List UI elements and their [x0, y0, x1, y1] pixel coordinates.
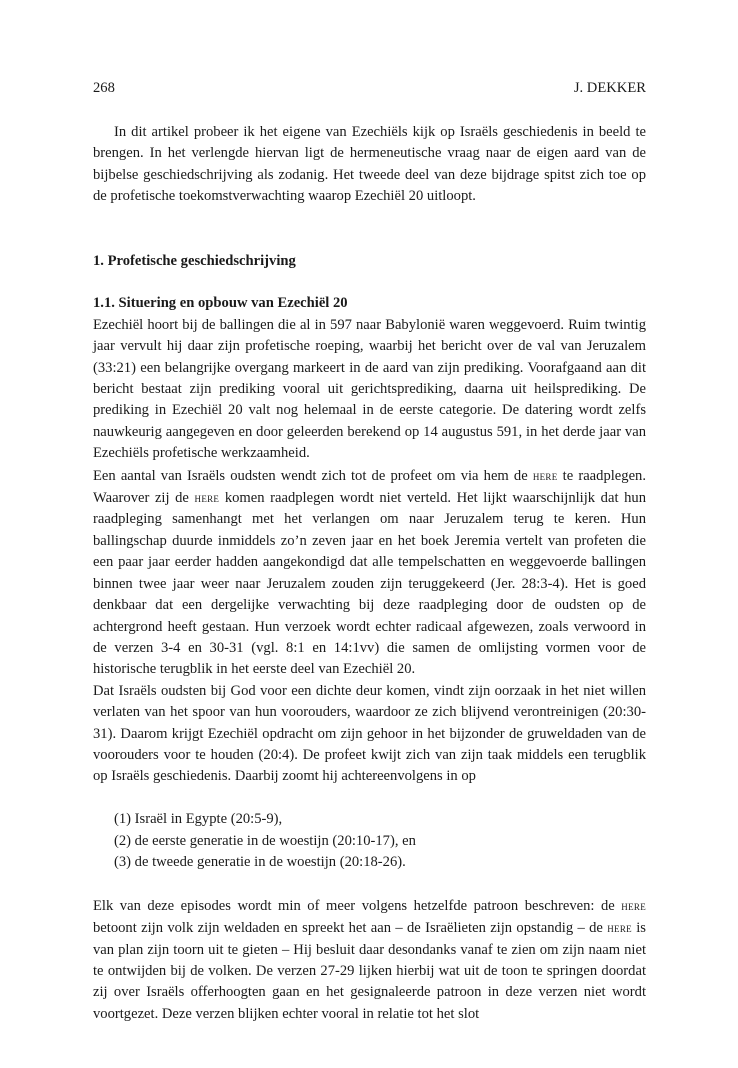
list-item: (2) de eerste generatie in de woestijn (20:10-17), en — [114, 832, 416, 849]
paragraph-2 — [93, 465, 646, 681]
intro-paragraph: In dit artikel probeer ik het eigene van Ezechiëls kijk op Israëls geschiedenis in beeld te brengen. In het verlengde hiervan ligt de hermeneutische vraag naar de eigen aard van de bijbelse geschiedschrijving als zodanig. Het tweede deel van deze bijdrage spitst zich toe op de profetische toekomstverwachting waarop Ezechiël 20 uitloopt. — [93, 124, 646, 205]
paragraph-2-text-b: te raadplegen. Waarover zij de — [93, 467, 646, 507]
paragraph-4-text-a: Elk van deze episodes wordt min of meer volgens hetzelfde patroon beschreven: de — [93, 897, 622, 914]
paragraph-1: Ezechiël hoort bij de ballingen die al in 597 naar Babylonië waren weggevoerd. Ruim twintig jaar vervult hij daar zijn profetische roeping, waarbij het bericht over de val van Jeruzalem (33:21) een belangrijke overgang markeert in de aard van zijn prediking. Voorafgaand aan dit bericht bestaat zijn prediking vooral uit gerichtsprediking, daarna uit heilsprediking. De prediking in Ezechiël 20 valt nog helemaal in de eerste categorie. De datering wordt zelfs nauwkeurig aangegeven en door geleerden berekend op 14 augustus 591, in het derde jaar van Ezechiëls profetische werkzaamheid. — [93, 316, 646, 462]
here-small-caps: here — [621, 897, 646, 913]
paragraph-4-text-c: is van plan zijn toorn uit te gieten – Hij besluit daar desondanks vanaf te zien om zijn naam niet te ontwijden bij de volken. De verzen 27-29 lijken hierbij wat uit de toon te springen doordat zij over Israëls offerhoogten gaan en het gesignaleerde patroon in deze verzen niet wordt voortgezet. Deze verzen blijken echter vooral in relatie tot het slot — [93, 920, 646, 1022]
page-content — [93, 78, 646, 1025]
here-small-caps: here — [607, 920, 632, 936]
paragraph-2-text-c: komen raadplegen wordt niet verteld. Het lijkt waarschijnlijk dat hun raadpleging samenhangt met het verlangen om naar Jeruzalem terug te keren. Hun ballingschap duurde inmiddels zo’n zeven jaar en het boek Jeremia vertelt van profeten die een paar jaar eerder hadden aangekondigd dat alle tempelschatten en weggevoerde ballingen binnen twee jaar weer naar Jeruzalem zouden zijn teruggekeerd (Jer. 28:3-4). Het is goed denkbaar dat een dergelijke verwachting bij deze raadpleging door de oudsten op de achtergrond heeft gestaan. Hun verzoek wordt echter radicaal afgewezen, zoals verwoord in de verzen 3-4 en 30-31 (vgl. 8:1 en 14:1vv) die samen de omlijsting vormen voor de historische terugblik in het eerste deel van Ezechiël 20. — [93, 490, 646, 678]
list-item: (1) Israël in Egypte (20:5-9), — [114, 811, 283, 828]
page-number: 268 — [93, 80, 115, 96]
paragraph-4 — [93, 895, 646, 1025]
here-small-caps: here — [194, 490, 220, 506]
paragraph-4-text-b: betoont zijn volk zijn weldaden en spreekt het aan – de Israëlieten zijn opstandig – de — [93, 920, 608, 937]
here-small-caps: here — [532, 467, 558, 483]
paragraph-3: Dat Israëls oudsten bij God voor een dichte deur komen, vindt zijn oorzaak in het niet willen verlaten van het spoor van hun voorouders, waardoor ze zich blijvend verontreinigen (20:30-31). Daarom krijgt Ezechiël opdracht om zijn gehoor in het bijzonder de gruweldaden van de voorouders voor te houden (20:4). De profeet kwijt zich van zijn taak middels een terugblik op Israëls geschiedenis. Daarbij zoomt hij achtereenvolgens in op — [93, 682, 646, 785]
episode-list — [93, 809, 646, 873]
list-item: (3) de tweede generatie in de woestijn (20:18-26). — [114, 853, 406, 870]
running-head — [93, 78, 646, 99]
paragraph-2-text-a: Een aantal van Israëls oudsten wendt zich tot de profeet om via hem de — [93, 467, 533, 484]
subsection-heading: 1.1. Situering en opbouw van Ezechiël 20 — [93, 295, 348, 312]
section-heading: 1. Profetische geschiedschrijving — [93, 252, 296, 269]
running-title: J. DEKKER — [573, 80, 646, 96]
